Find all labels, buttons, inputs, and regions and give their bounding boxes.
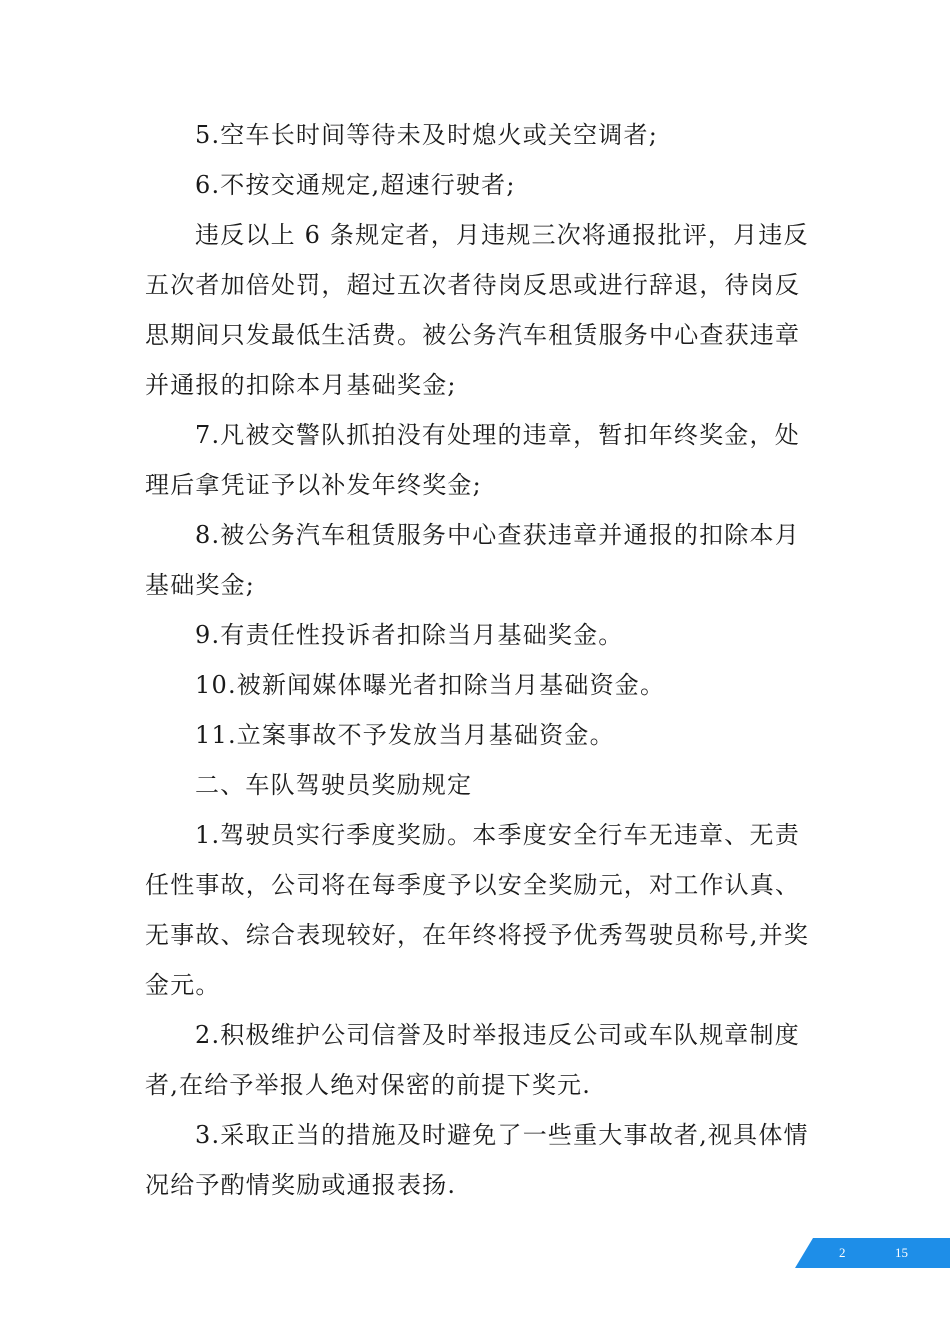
page-number-total: 15 xyxy=(895,1245,908,1260)
paragraph: 7.凡被交警队抓拍没有处理的违章，暂扣年终奖金，处理后拿凭证予以补发年终奖金; xyxy=(145,421,800,499)
paragraph: 9.有责任性投诉者扣除当月基础奖金。 xyxy=(195,621,624,649)
paragraph: 11.立案事故不予发放当月基础资金。 xyxy=(195,721,615,749)
page-number-current: 2 xyxy=(839,1245,846,1260)
paragraph: 2.积极维护公司信誉及时举报违反公司或车队规章制度者,在给予举报人绝对保密的前提下奖元. xyxy=(145,1021,800,1099)
paragraph: 3.采取正当的措施及时避免了一些重大事故者,视具体情况给予酌情奖励或通报表扬. xyxy=(145,1121,809,1199)
page-footer xyxy=(795,1238,950,1268)
paragraph: 8.被公务汽车租赁服务中心查获违章并通报的扣除本月基础奖金; xyxy=(145,521,800,599)
footer-accent-shape xyxy=(795,1238,950,1268)
paragraph: 6.不按交通规定,超速行驶者; xyxy=(195,171,516,199)
paragraph: 违反以上 6 条规定者，月违规三次将通报批评，月违反五次者加倍处罚，超过五次者待岗反思或进行辞退，待岗反思期间只发最低生活费。被公务汽车租赁服务中心查获违章并通报的扣除本月基础奖金; xyxy=(145,221,809,399)
paragraph: 1.驾驶员实行季度奖励。本季度安全行车无违章、无责任性事故，公司将在每季度予以安全奖励元，对工作认真、无事故、综合表现较好，在年终将授予优秀驾驶员称号,并奖金元。 xyxy=(145,821,810,999)
document-body xyxy=(145,110,810,1210)
section-heading: 二、车队驾驶员奖励规定 xyxy=(195,771,473,799)
paragraph: 5.空车长时间等待未及时熄火或关空调者; xyxy=(195,121,658,149)
paragraph: 10.被新闻媒体曝光者扣除当月基础资金。 xyxy=(195,671,666,699)
